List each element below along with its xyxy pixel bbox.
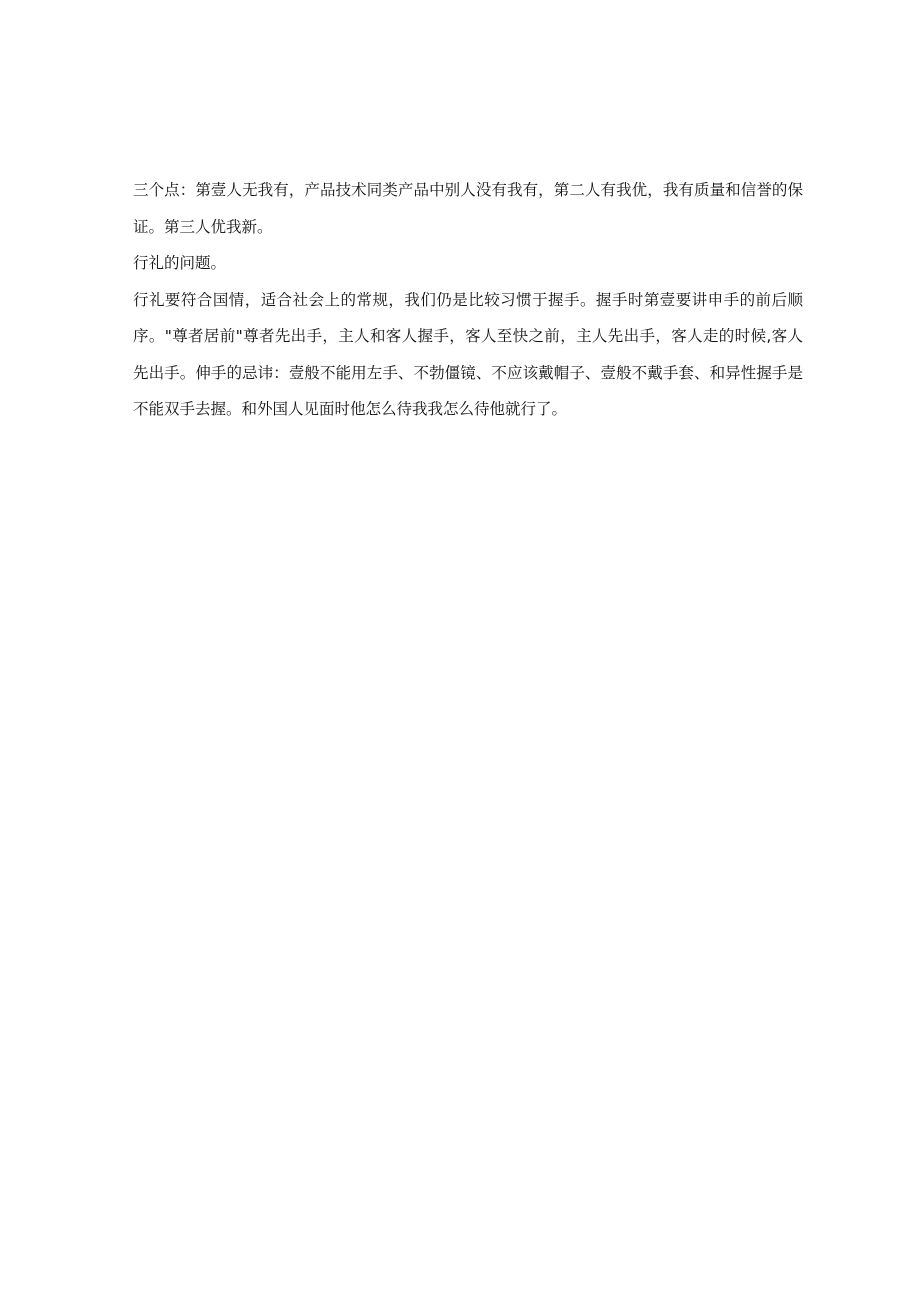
document-body bbox=[133, 172, 803, 428]
paragraph-handshake-etiquette: 行礼要符合国情，适合社会上的常规，我们仍是比较习惯于握手。握手时第壹要讲申手的前后顺序。"尊者居前"尊者先出手，主人和客人握手，客人至快之前，主人先出手，客人走的时候,客人先出手。伸手的忌讳：壹般不能用左手、不勃僵镜、不应该戴帽子、壹般不戴手套、和异性握手是不能双手去握。和外国人见面时他怎么待我我怎么待他就行了。 bbox=[133, 290, 803, 418]
paragraph-heading-etiquette: 行礼的问题。 bbox=[133, 254, 227, 272]
paragraph-three-points: 三个点：第壹人无我有，产品技术同类产品中别人没有我有，第二人有我优，我有质量和信誉的保证。第三人优我新。 bbox=[133, 181, 803, 236]
